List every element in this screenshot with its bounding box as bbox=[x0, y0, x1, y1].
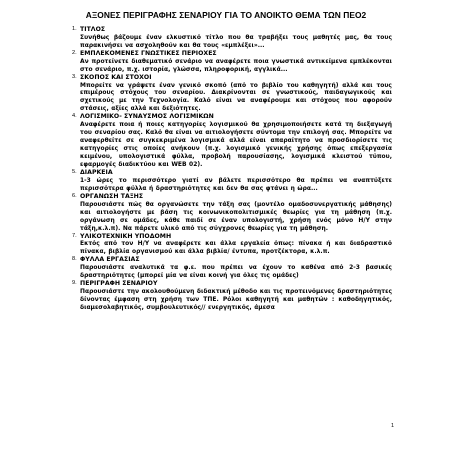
section-heading: ΕΜΠΛΕΚΟΜΕΝΕΣ ΓΝΩΣΤΙΚΕΣ ΠΕΡΙΟΧΕΣ bbox=[80, 49, 217, 57]
section-number: 5. bbox=[72, 168, 77, 175]
section-number: 2. bbox=[72, 49, 77, 56]
section-body: 1-3 ώρες το περισσότερο γιατί αν βάλετε περισσότερο θα πρέπει να αναπτύξετε περισσότερα φύλλα ή δραστηριότητες και δεν θα σας φτάνει η ώρα... bbox=[80, 176, 392, 192]
section-number: 8. bbox=[72, 256, 77, 263]
section-body: Συνήθως βάζουμε έναν ελκυστικό τίτλο που θα τραβήξει τους μαθητές μας, θα τους παρακινήσει να ασχοληθούν και θα τους «εμπλέξει»... bbox=[80, 33, 392, 49]
section-item-worksheets bbox=[72, 256, 392, 280]
section-number: 3. bbox=[72, 73, 77, 80]
section-body: Αναφέρετε ποια ή ποιες κατηγορίες λογισμικού θα χρησιμοποιήσετε κατά τη διεξαγωγή του σεναρίου σας. Καλό θα είναι να αιτιολογήσετε σύντομα την επιλογή σας. Μπορείτε να αναφερθείτε σε συγκεκριμένα λογισμικά αλλά είναι απαραίτητο να προσδιορίσετε τις κατηγορίες στις οποίες ανήκουν (π.χ. λογισμικό γενικής χρήσης όπως επεξεργασία κειμένου, υπολογιστικά φύλλα, προβολή παρουσίασης, λογισμικά κλειστού τύπου, εφαρμογές διαδικτύου και WEB 02). bbox=[80, 121, 392, 169]
section-heading: ΠΕΡΙΓΡΑΦΗ ΣΕΝΑΡΙΟΥ bbox=[80, 280, 158, 288]
section-heading: ΣΚΟΠΟΣ ΚΑΙ ΣΤΟΧΟΙ bbox=[80, 73, 152, 81]
document-title: ΑΞΟΝΕΣ ΠΕΡΙΓΡΑΦΗΣ ΣΕΝΑΡΙΟΥ ΓΙΑ ΤΟ ΑΝΟΙΚΤΟ ΘΕΜΑ ΤΩΝ ΠΕΟ2 bbox=[85, 10, 367, 20]
section-heading: ΥΛΙΚΟΤΕΧΝΙΚΗ ΥΠΟΔΟΜΗ bbox=[80, 232, 172, 240]
section-body: Εκτός από τον Η/Υ να αναφέρετε και άλλα εργαλεία όπως: πίνακα ή και διαδραστικό πίνακα, βιβλία οργανισμού και άλλα βιβλία/ έντυπα, προτζέκτορα, κ.λ.π. bbox=[80, 240, 392, 256]
section-body: Παρουσιάστε πώς θα οργανώσετε την τάξη σας (μοντέλο ομαδοσυνεργατικής μάθησης) και αιτιολογήστε με βάση τις κοινωνικοπολιτισμικές θεωρίες για τη μάθηση (π.χ. οργάνωση σε ομάδες, κάθε παιδί σε έναν υπολογιστή, χρήση ενός μόνο Η/Υ στην τάξη,κ.λ.π). Να πάρετε υλικό από τις σύγχρονες θεωρίες για τη μάθηση. bbox=[80, 200, 392, 232]
section-heading: ΦΥΛΛΑ ΕΡΓΑΣΙΑΣ bbox=[80, 256, 140, 264]
section-number: 4. bbox=[72, 113, 77, 120]
section-number: 7. bbox=[72, 232, 77, 239]
section-number: 6. bbox=[72, 192, 77, 199]
section-item-cognitive-areas bbox=[72, 49, 392, 74]
section-list bbox=[72, 26, 392, 312]
section-item-goals bbox=[72, 73, 392, 114]
page-number: 1 bbox=[390, 423, 394, 429]
section-body: Αν προτείνετε διαθεματικό σενάριο να αναφέρετε ποια γνωστικά αντικείμενα εμπλέκονται στο σενάριο, π.χ. ιστορία, γλώσσα, πληροφορική, αγγλικά... bbox=[80, 57, 392, 73]
section-item-software bbox=[72, 113, 392, 169]
section-item-infrastructure bbox=[72, 232, 392, 257]
section-number: 9. bbox=[72, 280, 77, 287]
section-heading: ΔΙΑΡΚΕΙΑ bbox=[80, 168, 113, 176]
section-body: Παρουσιάστε την ακολουθούμενη διδακτική μέθοδο και τις προτεινόμενες δραστηριότητες δίνοντας έμφαση στη χρήση των ΤΠΕ. Ρόλοι καθηγητή και μαθητών : καθοδηγητικός, διαμεσολαβητικός, συμβουλευτικός// ενεργητικός, άμεσα bbox=[80, 288, 392, 311]
section-heading: ΛΟΓΙΣΜΙΚΟ- ΣΥΝΑΥΣΜΟΣ ΛΟΓΙΣΜΙΚΩΝ bbox=[80, 113, 214, 121]
section-item-scenario-description bbox=[72, 280, 392, 312]
section-item-duration bbox=[72, 168, 392, 193]
section-item-title bbox=[72, 26, 392, 50]
section-heading: ΟΡΓΑΝΩΣΗ ΤΑΞΗΣ bbox=[80, 192, 144, 200]
section-heading: ΤΙΤΛΟΣ bbox=[80, 26, 106, 33]
section-body: Παρουσιάστε αναλυτικά τα φ.ε. που πρέπει να έχουν το καθένα από 2-3 βασικές δραστηριότητες (μπορεί μία να είναι κοινή για όλες τις ομάδες) bbox=[80, 264, 392, 280]
section-item-class-organization bbox=[72, 192, 392, 233]
section-body: Μπορείτε να γράψετε έναν γενικό σκοπό (από το βιβλίο του καθηγητή) αλλά και τους επιμέρους στόχους του σεναρίου. Διακρίνονται σε γνωστικούς, παιδαγωγικούς και σχετικούς με την Τεχνολογία. Καλό είναι να αναφέρουμε και στόχους που αφορούν στάσεις, αξίες αλλά και δεξιότητες. bbox=[80, 81, 392, 113]
section-number: 1. bbox=[72, 26, 77, 32]
